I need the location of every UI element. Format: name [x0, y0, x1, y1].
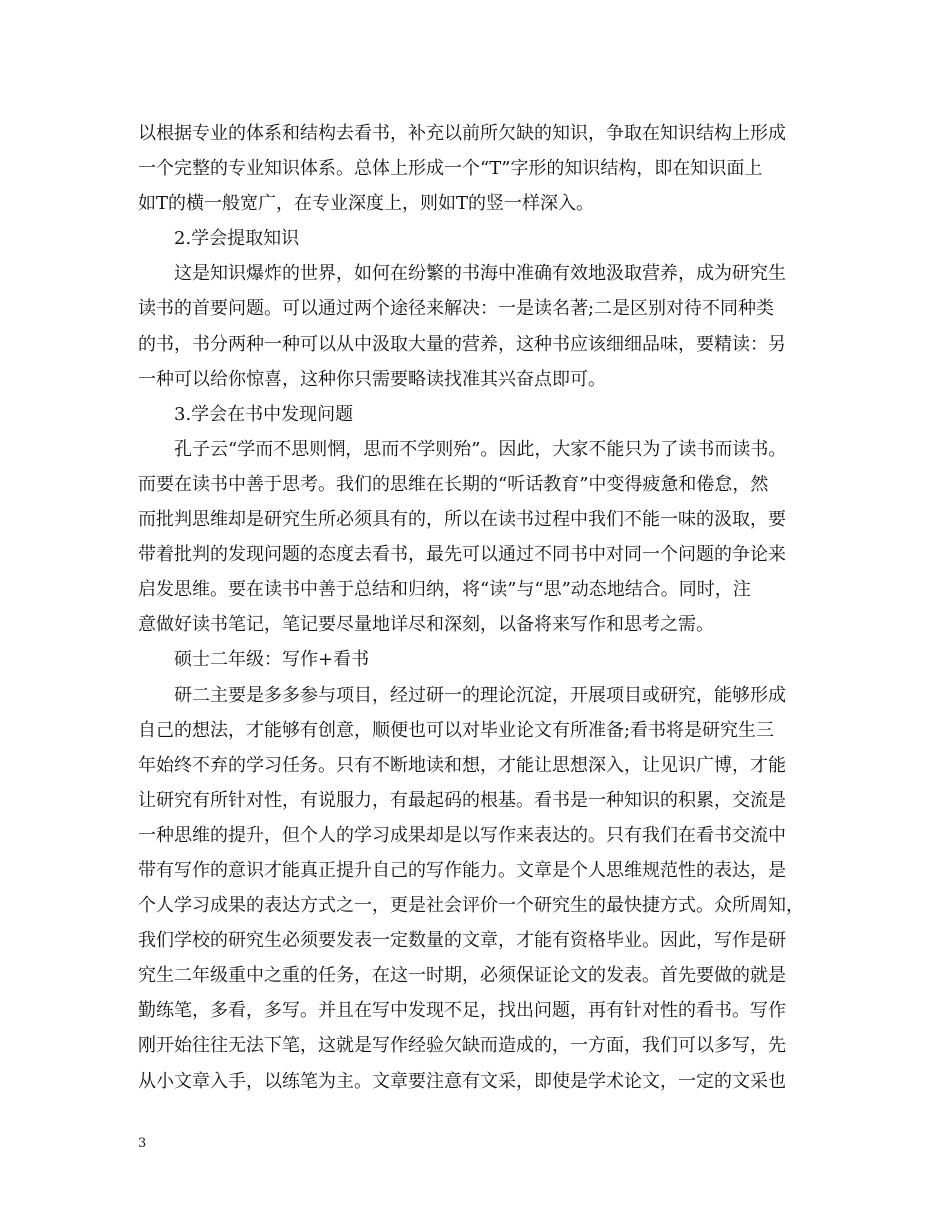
text-line-25: 究生二年级重中之重的任务，在这一时期，必须保证论文的发表。首先要做的就是 — [138, 965, 786, 987]
text-line-1: 以根据专业的体系和结构去看书，补充以前所欠缺的知识，争取在知识结构上形成 — [138, 123, 786, 144]
page-number: 3 — [138, 1136, 147, 1151]
text-line-8: 一种可以给你惊喜，这种你只需要略读找准其兴奋点即可。 — [138, 368, 606, 390]
text-line-20: 让研究有所针对性，有说服力，有最起码的根基。看书是一种知识的积累，交流是 — [138, 789, 786, 811]
text-line-3: 如T的横一般宽广，在专业深度上，则如T的竖一样深入。 — [138, 193, 595, 215]
text-line-15: 意做好读书笔记，笔记要尽量地详尽和深刻，以备将来写作和思考之需。 — [138, 614, 714, 636]
body-text — [138, 116, 828, 1099]
text-line-18: 自己的想法，才能够有创意，顺便也可以对毕业论文有所准备;看书将是研究生三 — [138, 719, 775, 741]
text-line-10: 孔子云“学而不思则惘，思而不学则殆”。因此，大家不能只为了读书而读书。 — [174, 438, 787, 460]
text-line-17: 研二主要是多多参与项目，经过研一的理论沉淀，开展项目或研究，能够形成 — [174, 684, 786, 706]
text-line-12: 而批判思维却是研究生所必须具有的，所以在读书过程中我们不能一味的汲取，要 — [138, 509, 786, 531]
text-line-14: 启发思维。要在读书中善于总结和归纳，将“读”与“思”动态地结合。同时，注 — [138, 579, 751, 601]
section-heading-second-year: 硕士二年级：写作+看书 — [174, 649, 370, 671]
text-line-21: 一种思维的提升，但个人的学习成果却是以写作来表达的。只有我们在看书交流中 — [138, 824, 786, 846]
text-line-2: 一个完整的专业知识体系。总体上形成一个“T”字形的知识结构，即在知识面上 — [138, 158, 763, 180]
text-line-7: 的书，书分两种一种可以从中汲取大量的营养，这种书应该细细品味，要精读：另 — [138, 333, 786, 355]
text-line-22: 带有写作的意识才能真正提升自己的写作能力。文章是个人思维规范性的表达，是 — [138, 859, 786, 881]
text-line-19: 年始终不弃的学习任务。只有不断地读和想，才能让思想深入，让见识广博，才能 — [138, 754, 786, 776]
text-line-24: 我们学校的研究生必须要发表一定数量的文章，才能有资格毕业。因此，写作是研 — [138, 930, 786, 952]
text-line-28: 从小文章入手，以练笔为主。文章要注意有文采，即使是学术论文，一定的文采也 — [138, 1070, 786, 1092]
text-line-23: 个人学习成果的表达方式之一，更是社会评价一个研究生的最快捷方式。众所周知， — [138, 895, 804, 917]
section-heading-find-problems: 3.学会在书中发现问题 — [174, 403, 354, 425]
text-line-11: 而要在读书中善于思考。我们的思维在长期的“听话教育”中变得疲惫和倦怠，然 — [138, 473, 769, 495]
text-line-26: 勤练笔，多看，多写。并且在写中发现不足，找出问题，再有针对性的看书。写作 — [138, 1000, 786, 1022]
text-line-6: 读书的首要问题。可以通过两个途径来解决：一是读名著;二是区别对待不同种类 — [138, 298, 775, 320]
text-line-5: 这是知识爆炸的世界，如何在纷繁的书海中准确有效地汲取营养，成为研究生 — [174, 263, 786, 285]
text-line-27: 刚开始往往无法下笔，这就是写作经验欠缺而造成的，一方面，我们可以多写，先 — [138, 1035, 786, 1057]
section-heading-extract-knowledge: 2.学会提取知识 — [174, 228, 300, 250]
text-line-13: 带着批判的发现问题的态度去看书，最先可以通过不同书中对同一个问题的争论来 — [138, 544, 786, 566]
